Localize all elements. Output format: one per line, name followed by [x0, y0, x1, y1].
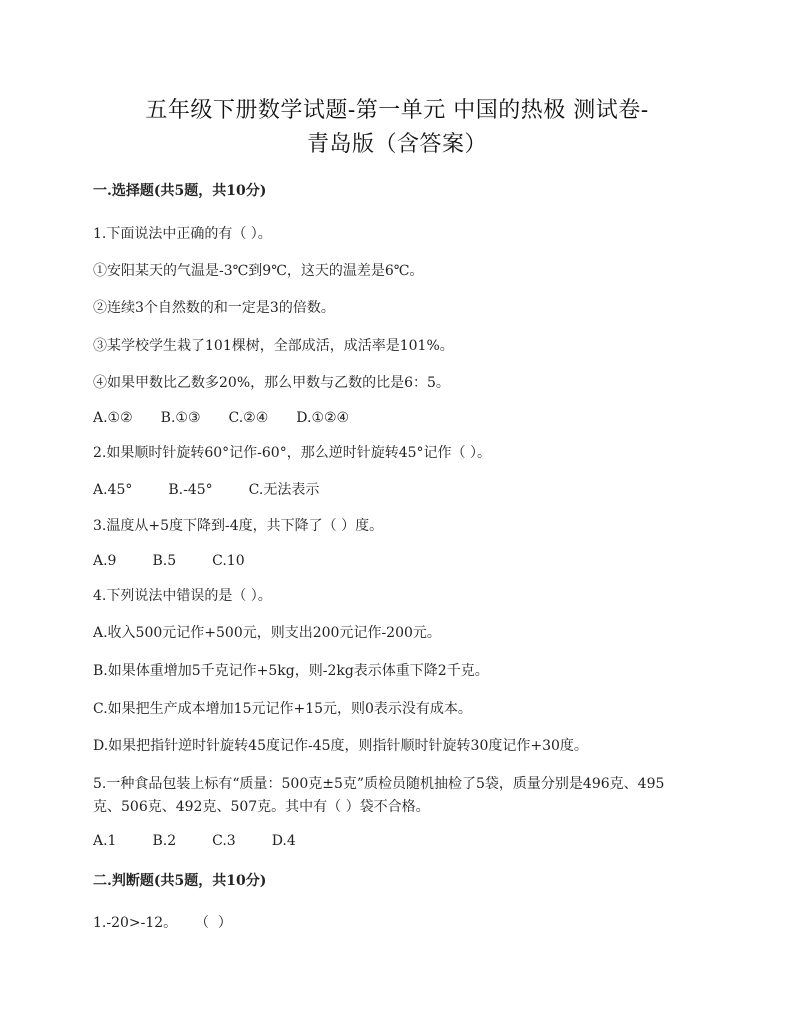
question-5-options — [93, 831, 332, 851]
judgement-1: 1.-20>-12。 （ ） — [93, 915, 232, 931]
option-c: C.无法表示 — [248, 482, 320, 498]
question-2-options — [93, 480, 355, 500]
question-1-statement-1: ①安阳某天的气温是-3℃到9℃，这天的温差是6℃。 — [93, 263, 424, 279]
question-1-statement-2: ②连续3个自然数的和一定是3的倍数。 — [93, 300, 335, 316]
document-title-line1: 五年级下册数学试题-第一单元 中国的热极 测试卷- — [145, 98, 649, 123]
question-2-stem: 2.如果顺时针旋转60°记作-60°，那么逆时针旋转45°记作（ ）。 — [93, 445, 491, 461]
option-a: A.45° — [93, 482, 133, 498]
question-5-stem-line2: 克、506克、492克、507克。其中有（ ）袋不合格。 — [93, 799, 430, 815]
question-3-options — [93, 551, 281, 571]
option-c: C.②④ — [228, 410, 269, 426]
question-4-option-c: C.如果把生产成本增加15元记作+15元，则0表示没有成本。 — [93, 701, 472, 717]
question-4-option-b: B.如果体重增加5千克记作+5kg，则-2kg表示体重下降2千克。 — [93, 663, 489, 679]
option-b: B.5 — [152, 553, 177, 569]
question-1-statement-3: ③某学校学生栽了101棵树，全部成活，成活率是101%。 — [93, 338, 454, 354]
option-c: C.10 — [212, 553, 245, 569]
question-5-stem-line1: 5.一种食品包装上标有“质量：500克±5克”质检员随机抽检了5袋，质量分别是496克、495 — [93, 776, 665, 792]
question-1-options — [93, 408, 377, 428]
option-d: D.4 — [271, 833, 296, 849]
option-a: A.9 — [93, 553, 117, 569]
option-b: B.-45° — [168, 482, 213, 498]
question-4-option-d: D.如果把指针逆时针旋转45度记作-45度，则指针顺时针旋转30度记作+30度。 — [93, 738, 588, 754]
section-heading-judgement: 二.判断题(共5题，共10分) — [93, 873, 267, 889]
option-a: A.①② — [93, 410, 133, 426]
question-1-statement-4: ④如果甲数比乙数多20%，那么甲数与乙数的比是6：5。 — [93, 375, 450, 391]
option-c: C.3 — [212, 833, 236, 849]
question-4-option-a: A.收入500元记作+500元，则支出200元记作-200元。 — [93, 625, 441, 641]
question-3-stem: 3.温度从+5度下降到-4度，共下降了（ ）度。 — [93, 518, 384, 534]
option-d: D.①②④ — [296, 410, 350, 426]
question-4-stem: 4.下列说法中错误的是（ ）。 — [93, 588, 272, 604]
document-title-line2: 青岛版（含答案） — [306, 132, 487, 157]
option-b: B.2 — [152, 833, 177, 849]
option-a: A.1 — [93, 833, 117, 849]
option-b: B.①③ — [160, 410, 201, 426]
section-heading-choice: 一.选择题(共5题，共10分) — [93, 183, 267, 199]
question-1-stem: 1.下面说法中正确的有（ ）。 — [93, 226, 272, 242]
